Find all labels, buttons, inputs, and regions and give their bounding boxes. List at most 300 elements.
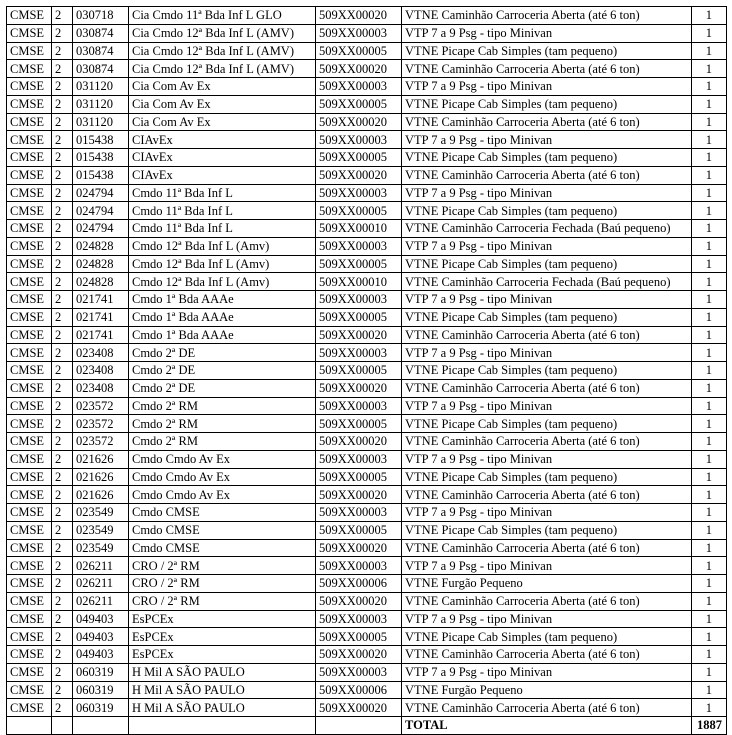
quantity-cell: 1 — [692, 610, 727, 628]
unit-name-cell: Cmdo 2ª DE — [129, 379, 316, 397]
region-cell: 2 — [52, 326, 73, 344]
unit-name-cell: Cia Cmdo 12ª Bda Inf L (AMV) — [129, 42, 316, 60]
vehicle-description-cell: VTNE Picape Cab Simples (tam pequeno) — [402, 628, 692, 646]
item-code-cell: 509XX00003 — [316, 610, 402, 628]
vehicle-description-cell: VTNE Caminhão Carroceria Aberta (até 6 ton) — [402, 486, 692, 504]
item-code-cell: 509XX00005 — [316, 95, 402, 113]
table-row — [7, 166, 727, 184]
command-cell: CMSE — [7, 575, 52, 593]
vehicle-description-cell: VTNE Caminhão Carroceria Aberta (até 6 ton) — [402, 699, 692, 717]
region-cell: 2 — [52, 42, 73, 60]
unit-name-cell: Cmdo Cmdo Av Ex — [129, 450, 316, 468]
vehicle-description-cell: VTP 7 a 9 Psg - tipo Minivan — [402, 557, 692, 575]
vehicle-description-cell: VTNE Furgão Pequeno — [402, 681, 692, 699]
code-cell: 060319 — [73, 699, 129, 717]
code-cell: 021741 — [73, 308, 129, 326]
code-cell: 031120 — [73, 78, 129, 96]
vehicle-description-cell: VTNE Caminhão Carroceria Aberta (até 6 ton) — [402, 60, 692, 78]
unit-name-cell: Cmdo 12ª Bda Inf L (Amv) — [129, 237, 316, 255]
region-cell: 2 — [52, 646, 73, 664]
unit-name-cell: CRO / 2ª RM — [129, 592, 316, 610]
code-cell: 023572 — [73, 433, 129, 451]
unit-name-cell: H Mil A SÃO PAULO — [129, 681, 316, 699]
region-cell: 2 — [52, 255, 73, 273]
code-cell: 021626 — [73, 486, 129, 504]
item-code-cell: 509XX00005 — [316, 468, 402, 486]
vehicle-description-cell: VTP 7 a 9 Psg - tipo Minivan — [402, 504, 692, 522]
item-code-cell: 509XX00005 — [316, 521, 402, 539]
command-cell: CMSE — [7, 486, 52, 504]
region-cell: 2 — [52, 237, 73, 255]
vehicle-description-cell: VTP 7 a 9 Psg - tipo Minivan — [402, 397, 692, 415]
item-code-cell: 509XX00006 — [316, 681, 402, 699]
item-code-cell: 509XX00010 — [316, 220, 402, 238]
unit-name-cell: EsPCEx — [129, 628, 316, 646]
unit-name-cell: Cmdo 1ª Bda AAAe — [129, 326, 316, 344]
region-cell: 2 — [52, 610, 73, 628]
command-cell: CMSE — [7, 433, 52, 451]
vehicle-description-cell: VTP 7 a 9 Psg - tipo Minivan — [402, 610, 692, 628]
command-cell: CMSE — [7, 699, 52, 717]
table-row — [7, 699, 727, 717]
item-code-cell: 509XX00003 — [316, 504, 402, 522]
vehicle-description-cell: VTP 7 a 9 Psg - tipo Minivan — [402, 78, 692, 96]
unit-name-cell: Cmdo 2ª RM — [129, 397, 316, 415]
code-cell: 021626 — [73, 450, 129, 468]
item-code-cell: 509XX00010 — [316, 273, 402, 291]
vehicle-description-cell: VTNE Picape Cab Simples (tam pequeno) — [402, 95, 692, 113]
code-cell: 024828 — [73, 255, 129, 273]
region-cell: 2 — [52, 663, 73, 681]
table-row — [7, 184, 727, 202]
region-cell: 2 — [52, 504, 73, 522]
table-row — [7, 397, 727, 415]
code-cell: 023549 — [73, 539, 129, 557]
table-row — [7, 291, 727, 309]
quantity-cell: 1 — [692, 237, 727, 255]
item-code-cell: 509XX00020 — [316, 539, 402, 557]
code-cell: 021741 — [73, 291, 129, 309]
unit-name-cell: Cmdo 11ª Bda Inf L — [129, 202, 316, 220]
vehicle-description-cell: VTNE Picape Cab Simples (tam pequeno) — [402, 255, 692, 273]
command-cell: CMSE — [7, 113, 52, 131]
vehicle-description-cell: VTNE Picape Cab Simples (tam pequeno) — [402, 42, 692, 60]
quantity-cell: 1 — [692, 575, 727, 593]
unit-name-cell: CIAvEx — [129, 166, 316, 184]
unit-name-cell: Cmdo 1ª Bda AAAe — [129, 291, 316, 309]
region-cell: 2 — [52, 415, 73, 433]
quantity-cell: 1 — [692, 628, 727, 646]
code-cell: 026211 — [73, 592, 129, 610]
command-cell: CMSE — [7, 308, 52, 326]
table-row — [7, 663, 727, 681]
table-row — [7, 273, 727, 291]
command-cell: CMSE — [7, 468, 52, 486]
command-cell: CMSE — [7, 415, 52, 433]
empty-cell — [73, 717, 129, 735]
unit-name-cell: CRO / 2ª RM — [129, 575, 316, 593]
region-cell: 2 — [52, 202, 73, 220]
item-code-cell: 509XX00005 — [316, 415, 402, 433]
quantity-cell: 1 — [692, 78, 727, 96]
region-cell: 2 — [52, 273, 73, 291]
item-code-cell: 509XX00020 — [316, 592, 402, 610]
vehicle-description-cell: VTP 7 a 9 Psg - tipo Minivan — [402, 663, 692, 681]
quantity-cell: 1 — [692, 273, 727, 291]
table-row — [7, 220, 727, 238]
vehicle-description-cell: VTNE Furgão Pequeno — [402, 575, 692, 593]
region-cell: 2 — [52, 539, 73, 557]
table-row — [7, 592, 727, 610]
vehicle-description-cell: VTP 7 a 9 Psg - tipo Minivan — [402, 24, 692, 42]
code-cell: 026211 — [73, 575, 129, 593]
unit-name-cell: CIAvEx — [129, 131, 316, 149]
item-code-cell: 509XX00003 — [316, 344, 402, 362]
table-row — [7, 504, 727, 522]
quantity-cell: 1 — [692, 95, 727, 113]
code-cell: 030874 — [73, 42, 129, 60]
vehicle-description-cell: VTNE Caminhão Carroceria Aberta (até 6 ton) — [402, 7, 692, 25]
quantity-cell: 1 — [692, 291, 727, 309]
table-row — [7, 113, 727, 131]
region-cell: 2 — [52, 521, 73, 539]
quantity-cell: 1 — [692, 592, 727, 610]
vehicle-description-cell: VTNE Caminhão Carroceria Fechada (Baú pequeno) — [402, 273, 692, 291]
vehicle-description-cell: VTP 7 a 9 Psg - tipo Minivan — [402, 131, 692, 149]
table-row — [7, 95, 727, 113]
unit-name-cell: Cmdo 2ª DE — [129, 362, 316, 380]
item-code-cell: 509XX00020 — [316, 486, 402, 504]
unit-name-cell: Cmdo CMSE — [129, 539, 316, 557]
command-cell: CMSE — [7, 681, 52, 699]
region-cell: 2 — [52, 220, 73, 238]
vehicle-description-cell: VTP 7 a 9 Psg - tipo Minivan — [402, 450, 692, 468]
item-code-cell: 509XX00005 — [316, 149, 402, 167]
quantity-cell: 1 — [692, 681, 727, 699]
vehicle-description-cell: VTNE Picape Cab Simples (tam pequeno) — [402, 149, 692, 167]
region-cell: 2 — [52, 7, 73, 25]
quantity-cell: 1 — [692, 663, 727, 681]
vehicle-description-cell: VTNE Caminhão Carroceria Aberta (até 6 ton) — [402, 113, 692, 131]
unit-name-cell: Cmdo 2ª RM — [129, 433, 316, 451]
unit-name-cell: Cmdo 12ª Bda Inf L (Amv) — [129, 255, 316, 273]
table-row — [7, 433, 727, 451]
total-value: 1887 — [692, 717, 727, 735]
code-cell: 060319 — [73, 663, 129, 681]
region-cell: 2 — [52, 468, 73, 486]
total-row — [7, 717, 727, 735]
region-cell: 2 — [52, 397, 73, 415]
quantity-cell: 1 — [692, 308, 727, 326]
code-cell: 023408 — [73, 362, 129, 380]
table-row — [7, 379, 727, 397]
vehicle-description-cell: VTNE Picape Cab Simples (tam pequeno) — [402, 202, 692, 220]
code-cell: 021626 — [73, 468, 129, 486]
quantity-cell: 1 — [692, 166, 727, 184]
quantity-cell: 1 — [692, 7, 727, 25]
code-cell: 024828 — [73, 273, 129, 291]
region-cell: 2 — [52, 379, 73, 397]
unit-name-cell: Cmdo 12ª Bda Inf L (Amv) — [129, 273, 316, 291]
table-row — [7, 521, 727, 539]
command-cell: CMSE — [7, 610, 52, 628]
region-cell: 2 — [52, 575, 73, 593]
table-row — [7, 539, 727, 557]
code-cell: 023408 — [73, 379, 129, 397]
table-row — [7, 681, 727, 699]
item-code-cell: 509XX00003 — [316, 291, 402, 309]
item-code-cell: 509XX00003 — [316, 184, 402, 202]
unit-name-cell: Cia Cmdo 11ª Bda Inf L GLO — [129, 7, 316, 25]
quantity-cell: 1 — [692, 184, 727, 202]
unit-name-cell: H Mil A SÃO PAULO — [129, 663, 316, 681]
region-cell: 2 — [52, 60, 73, 78]
unit-name-cell: Cmdo 1ª Bda AAAe — [129, 308, 316, 326]
quantity-cell: 1 — [692, 60, 727, 78]
quantity-cell: 1 — [692, 202, 727, 220]
vehicle-description-cell: VTP 7 a 9 Psg - tipo Minivan — [402, 184, 692, 202]
vehicle-allocation-table — [6, 6, 727, 735]
item-code-cell: 509XX00020 — [316, 7, 402, 25]
item-code-cell: 509XX00005 — [316, 308, 402, 326]
item-code-cell: 509XX00020 — [316, 699, 402, 717]
item-code-cell: 509XX00003 — [316, 237, 402, 255]
command-cell: CMSE — [7, 362, 52, 380]
total-label: TOTAL — [402, 717, 692, 735]
command-cell: CMSE — [7, 521, 52, 539]
vehicle-description-cell: VTP 7 a 9 Psg - tipo Minivan — [402, 291, 692, 309]
region-cell: 2 — [52, 362, 73, 380]
vehicle-description-cell: VTNE Caminhão Carroceria Aberta (até 6 ton) — [402, 646, 692, 664]
command-cell: CMSE — [7, 184, 52, 202]
region-cell: 2 — [52, 592, 73, 610]
item-code-cell: 509XX00020 — [316, 646, 402, 664]
table-row — [7, 60, 727, 78]
table-body — [7, 7, 727, 735]
empty-cell — [129, 717, 316, 735]
empty-cell — [316, 717, 402, 735]
quantity-cell: 1 — [692, 344, 727, 362]
vehicle-description-cell: VTNE Picape Cab Simples (tam pequeno) — [402, 308, 692, 326]
quantity-cell: 1 — [692, 255, 727, 273]
table-row — [7, 575, 727, 593]
vehicle-description-cell: VTNE Caminhão Carroceria Aberta (até 6 ton) — [402, 166, 692, 184]
unit-name-cell: Cia Cmdo 12ª Bda Inf L (AMV) — [129, 60, 316, 78]
region-cell: 2 — [52, 291, 73, 309]
table-row — [7, 468, 727, 486]
region-cell: 2 — [52, 308, 73, 326]
quantity-cell: 1 — [692, 699, 727, 717]
code-cell: 060319 — [73, 681, 129, 699]
table-row — [7, 131, 727, 149]
code-cell: 023408 — [73, 344, 129, 362]
command-cell: CMSE — [7, 326, 52, 344]
region-cell: 2 — [52, 557, 73, 575]
item-code-cell: 509XX00020 — [316, 113, 402, 131]
region-cell: 2 — [52, 95, 73, 113]
code-cell: 049403 — [73, 610, 129, 628]
table-row — [7, 450, 727, 468]
command-cell: CMSE — [7, 504, 52, 522]
item-code-cell: 509XX00006 — [316, 575, 402, 593]
table-row — [7, 557, 727, 575]
item-code-cell: 509XX00003 — [316, 450, 402, 468]
vehicle-description-cell: VTP 7 a 9 Psg - tipo Minivan — [402, 237, 692, 255]
code-cell: 031120 — [73, 113, 129, 131]
table-row — [7, 628, 727, 646]
unit-name-cell: Cia Com Av Ex — [129, 78, 316, 96]
region-cell: 2 — [52, 628, 73, 646]
code-cell: 024794 — [73, 220, 129, 238]
table-row — [7, 7, 727, 25]
unit-name-cell: H Mil A SÃO PAULO — [129, 699, 316, 717]
region-cell: 2 — [52, 344, 73, 362]
unit-name-cell: Cmdo Cmdo Av Ex — [129, 468, 316, 486]
empty-cell — [7, 717, 52, 735]
code-cell: 015438 — [73, 149, 129, 167]
command-cell: CMSE — [7, 291, 52, 309]
item-code-cell: 509XX00003 — [316, 131, 402, 149]
code-cell: 030874 — [73, 24, 129, 42]
code-cell: 030718 — [73, 7, 129, 25]
quantity-cell: 1 — [692, 468, 727, 486]
table-row — [7, 202, 727, 220]
vehicle-description-cell: VTNE Caminhão Carroceria Aberta (até 6 ton) — [402, 379, 692, 397]
table-row — [7, 24, 727, 42]
unit-name-cell: CRO / 2ª RM — [129, 557, 316, 575]
unit-name-cell: Cmdo 2ª RM — [129, 415, 316, 433]
quantity-cell: 1 — [692, 220, 727, 238]
vehicle-description-cell: VTNE Caminhão Carroceria Aberta (até 6 ton) — [402, 592, 692, 610]
table-row — [7, 646, 727, 664]
quantity-cell: 1 — [692, 450, 727, 468]
code-cell: 015438 — [73, 131, 129, 149]
vehicle-description-cell: VTNE Caminhão Carroceria Aberta (até 6 ton) — [402, 433, 692, 451]
item-code-cell: 509XX00005 — [316, 255, 402, 273]
quantity-cell: 1 — [692, 24, 727, 42]
code-cell: 049403 — [73, 646, 129, 664]
vehicle-description-cell: VTNE Caminhão Carroceria Fechada (Baú pequeno) — [402, 220, 692, 238]
quantity-cell: 1 — [692, 433, 727, 451]
unit-name-cell: Cmdo CMSE — [129, 504, 316, 522]
vehicle-description-cell: VTNE Picape Cab Simples (tam pequeno) — [402, 468, 692, 486]
item-code-cell: 509XX00020 — [316, 379, 402, 397]
command-cell: CMSE — [7, 273, 52, 291]
code-cell: 023549 — [73, 504, 129, 522]
region-cell: 2 — [52, 131, 73, 149]
item-code-cell: 509XX00020 — [316, 326, 402, 344]
region-cell: 2 — [52, 166, 73, 184]
region-cell: 2 — [52, 113, 73, 131]
quantity-cell: 1 — [692, 521, 727, 539]
item-code-cell: 509XX00005 — [316, 362, 402, 380]
command-cell: CMSE — [7, 220, 52, 238]
item-code-cell: 509XX00020 — [316, 433, 402, 451]
unit-name-cell: Cia Com Av Ex — [129, 95, 316, 113]
empty-cell — [52, 717, 73, 735]
command-cell: CMSE — [7, 42, 52, 60]
table-row — [7, 344, 727, 362]
command-cell: CMSE — [7, 255, 52, 273]
command-cell: CMSE — [7, 557, 52, 575]
table-row — [7, 237, 727, 255]
region-cell: 2 — [52, 24, 73, 42]
command-cell: CMSE — [7, 663, 52, 681]
table-row — [7, 362, 727, 380]
command-cell: CMSE — [7, 166, 52, 184]
command-cell: CMSE — [7, 397, 52, 415]
unit-name-cell: EsPCEx — [129, 610, 316, 628]
command-cell: CMSE — [7, 592, 52, 610]
unit-name-cell: CIAvEx — [129, 149, 316, 167]
table-row — [7, 149, 727, 167]
item-code-cell: 509XX00003 — [316, 24, 402, 42]
command-cell: CMSE — [7, 628, 52, 646]
unit-name-cell: Cmdo Cmdo Av Ex — [129, 486, 316, 504]
quantity-cell: 1 — [692, 504, 727, 522]
command-cell: CMSE — [7, 149, 52, 167]
item-code-cell: 509XX00003 — [316, 397, 402, 415]
command-cell: CMSE — [7, 95, 52, 113]
region-cell: 2 — [52, 699, 73, 717]
quantity-cell: 1 — [692, 379, 727, 397]
quantity-cell: 1 — [692, 113, 727, 131]
quantity-cell: 1 — [692, 42, 727, 60]
region-cell: 2 — [52, 149, 73, 167]
region-cell: 2 — [52, 433, 73, 451]
table-row — [7, 308, 727, 326]
region-cell: 2 — [52, 78, 73, 96]
quantity-cell: 1 — [692, 415, 727, 433]
table-row — [7, 415, 727, 433]
table-row — [7, 255, 727, 273]
quantity-cell: 1 — [692, 326, 727, 344]
table-row — [7, 610, 727, 628]
command-cell: CMSE — [7, 7, 52, 25]
command-cell: CMSE — [7, 539, 52, 557]
item-code-cell: 509XX00003 — [316, 663, 402, 681]
quantity-cell: 1 — [692, 486, 727, 504]
command-cell: CMSE — [7, 237, 52, 255]
item-code-cell: 509XX00003 — [316, 78, 402, 96]
region-cell: 2 — [52, 184, 73, 202]
command-cell: CMSE — [7, 131, 52, 149]
code-cell: 026211 — [73, 557, 129, 575]
item-code-cell: 509XX00020 — [316, 166, 402, 184]
unit-name-cell: Cia Cmdo 12ª Bda Inf L (AMV) — [129, 24, 316, 42]
quantity-cell: 1 — [692, 557, 727, 575]
unit-name-cell: Cmdo CMSE — [129, 521, 316, 539]
quantity-cell: 1 — [692, 362, 727, 380]
code-cell: 031120 — [73, 95, 129, 113]
unit-name-cell: Cmdo 2ª DE — [129, 344, 316, 362]
quantity-cell: 1 — [692, 149, 727, 167]
table-row — [7, 486, 727, 504]
vehicle-description-cell: VTNE Caminhão Carroceria Aberta (até 6 ton) — [402, 539, 692, 557]
unit-name-cell: EsPCEx — [129, 646, 316, 664]
region-cell: 2 — [52, 450, 73, 468]
quantity-cell: 1 — [692, 397, 727, 415]
unit-name-cell: Cmdo 11ª Bda Inf L — [129, 220, 316, 238]
code-cell: 015438 — [73, 166, 129, 184]
command-cell: CMSE — [7, 450, 52, 468]
quantity-cell: 1 — [692, 539, 727, 557]
command-cell: CMSE — [7, 344, 52, 362]
vehicle-description-cell: VTNE Picape Cab Simples (tam pequeno) — [402, 362, 692, 380]
vehicle-description-cell: VTNE Caminhão Carroceria Aberta (até 6 ton) — [402, 326, 692, 344]
vehicle-description-cell: VTP 7 a 9 Psg - tipo Minivan — [402, 344, 692, 362]
item-code-cell: 509XX00020 — [316, 60, 402, 78]
